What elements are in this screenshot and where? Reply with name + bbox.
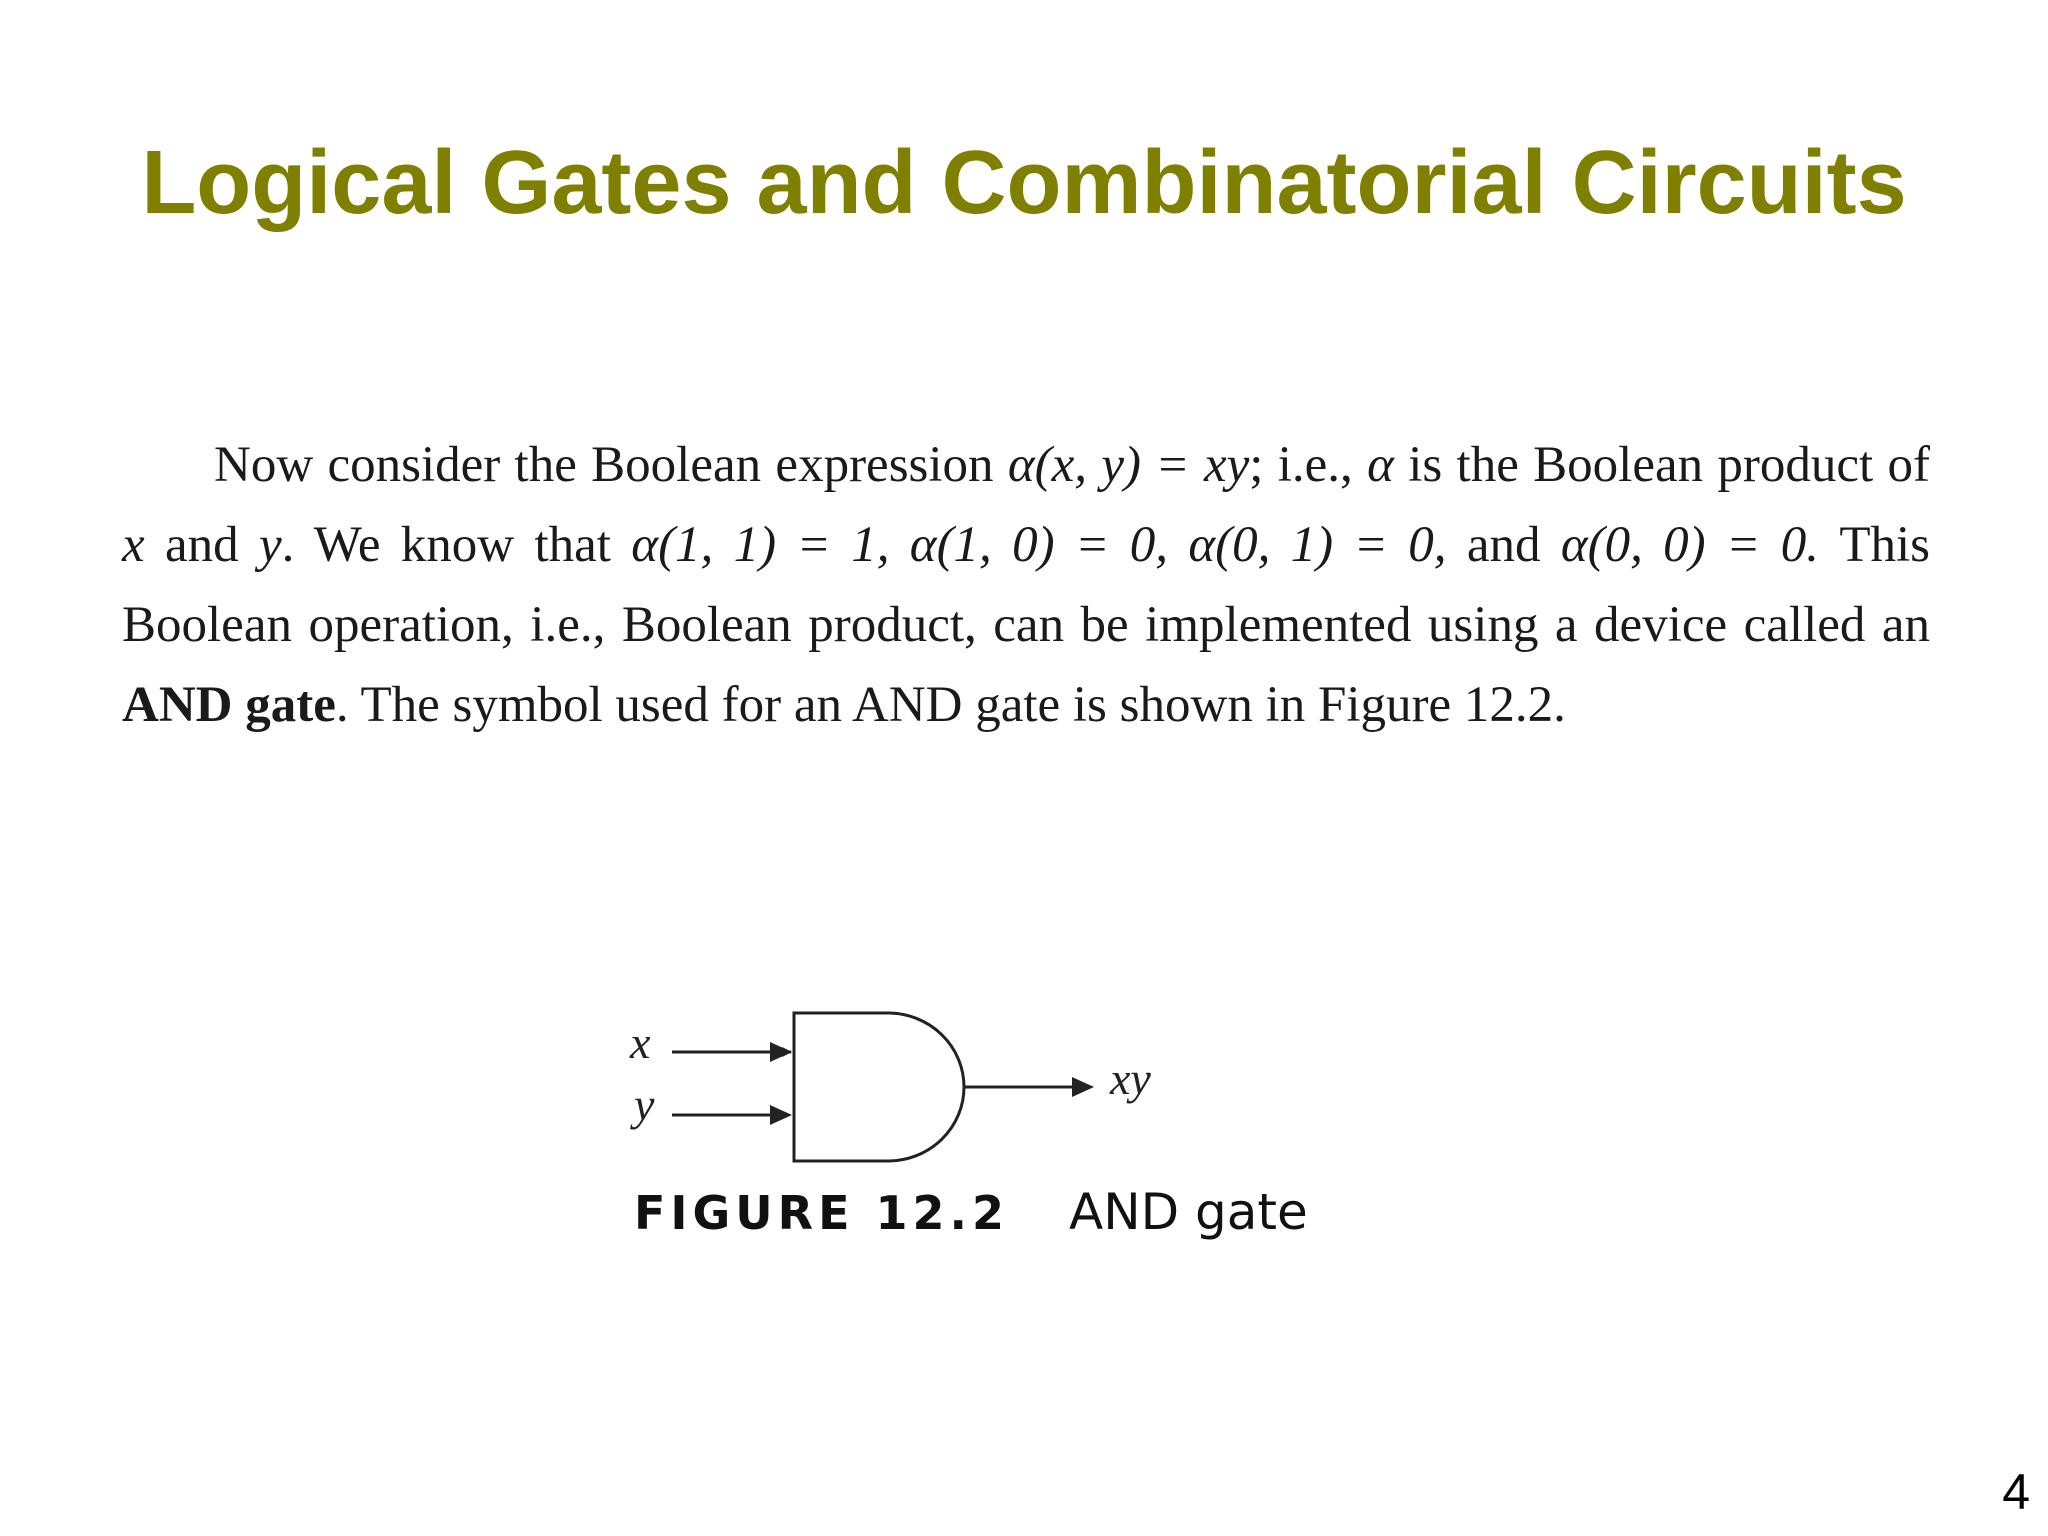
math-expression: α(0, 0) = 0. bbox=[1560, 517, 1819, 573]
figure-caption bbox=[634, 1182, 1308, 1243]
bold-term: AND gate bbox=[122, 677, 336, 733]
text-run: . We know that bbox=[281, 517, 632, 573]
figure-title: AND gate bbox=[1069, 1183, 1308, 1241]
body-paragraph bbox=[122, 425, 1930, 745]
output-arrow-icon bbox=[1072, 1077, 1094, 1097]
input-x-label: x bbox=[630, 1017, 651, 1068]
and-gate-symbol-icon bbox=[794, 1013, 964, 1161]
text-run: and bbox=[1446, 517, 1561, 573]
text-run: Now consider the Boolean expression bbox=[214, 437, 1008, 493]
slide-title: Logical Gates and Combinatorial Circuits bbox=[141, 133, 1907, 233]
and-gate-diagram bbox=[620, 990, 1340, 1190]
math-expression: y bbox=[258, 517, 282, 573]
text-run: This Boolean operation, i.e., Boolean product, can be implemented using a device called an bbox=[122, 517, 1931, 653]
page-number: 4 bbox=[2002, 1464, 2030, 1520]
input-y-arrow-icon bbox=[770, 1105, 792, 1125]
text-run: ; i.e., bbox=[1249, 437, 1368, 493]
math-expression: x bbox=[122, 517, 145, 573]
text-run: and bbox=[144, 517, 259, 573]
math-expression: α(x, y) = xy bbox=[1007, 437, 1250, 493]
text-run: is the Boolean product of bbox=[1393, 437, 1930, 493]
figure-number: FIGURE 12.2 bbox=[634, 1186, 1010, 1240]
output-label: xy bbox=[1110, 1053, 1151, 1104]
text-run: . The symbol used for an AND gate is shown in Figure 12.2. bbox=[335, 677, 1566, 733]
input-x-arrow-icon bbox=[770, 1042, 792, 1062]
math-expression: α bbox=[1367, 437, 1394, 493]
math-expression: α(1, 1) = 1, α(1, 0) = 0, α(0, 1) = 0, bbox=[631, 517, 1447, 573]
input-y-label: y bbox=[634, 1079, 655, 1130]
